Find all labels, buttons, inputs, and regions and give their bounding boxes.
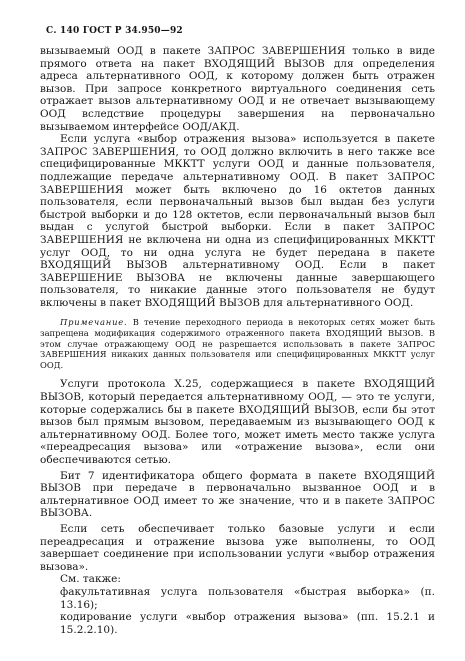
see-also-item: кодирование услуги «выбор отражения вызова» (пп. 15.2.1 и 15.2.2.10). (60, 611, 435, 636)
paragraph-bit7: Бит 7 идентификатора общего формата в пакете ВХОДЯЩИЙ ВЫЗОВ при передаче в первоначально вызванное ООД и в альтернативное ООД имеет то же значение, что и в пакете ЗАПРОС ВЫЗОВА. (40, 469, 435, 520)
page-header: С. 140 ГОСТ Р 34.950—92 (46, 26, 183, 36)
note-text: В течение переходного периода в некоторых сетях может быть запрещена модификация содержимого отраженного пакета ВХОДЯЩИЙ ВЫЗОВ. В этом случае отражающему ООД не разрешается использовать в пакете ЗАПРОС ЗАВЕРШЕНИЯ никаких данных пользователя или специфицированных МККТТ услуг ООД. (40, 317, 435, 370)
paragraph-selection-service: Если услуга «выбор отражения вызова» используется в пакете ЗАПРОС ЗАВЕРШЕНИЯ, то ООД должно включить в него также все специфицированные МККТТ услуги ООД и данные пользователя, подлежащие передаче альтернативному ООД. В пакет ЗАПРОС ЗАВЕРШЕНИЯ может быть включено до 16 октетов данных пользователя, если первоначальный вызов был выдан без услуги быстрой выборки и до 128 октетов, если первоначальный вызов был выдан с услугой быстрой выборки. Если в пакет ЗАПРОС ЗАВЕРШЕНИЯ не включена ни одна из специфицированных МККТТ услуг ООД, то ни одна услуга не будет передана в пакете ВХОДЯЩИЙ ВЫЗОВ альтернативному ООД. Если в пакет ЗАВЕРШЕНИЕ ВЫЗОВА не включены данные завершающего пользователя, то никакие данные этого пользователя не будут включены в пакет ВХОДЯЩИЙ ВЫЗОВ для альтернативного ООД. (40, 133, 435, 309)
note-label: Примечание. (60, 317, 128, 328)
see-also-item: факультативная услуга пользователя «быстрая выборка» (п. 13.16); (60, 585, 435, 611)
paragraph-x25-services: Услуги протокола X.25, содержащиеся в пакете ВХОДЯЩИЙ ВЫЗОВ, который передается альтернативному ООД, — это те услуги, которые содержались бы в пакете ВХОДЯЩИЙ ВЫЗОВ, если бы этот вызов был прямым вызовом, передаваемым из вызывающего ООД к альтернативному ООД. Более того, может иметь место также услуга «переадресация вызова» или «отражение вызова», если они обеспечиваются сетью. (40, 378, 435, 466)
note (40, 317, 435, 370)
paragraph-basic-services: Если сеть обеспечивает только базовые услуги и если переадресация и отражение вызова уже выполнены, то ООД завершает соединение при использовании услуги «выбор отражения вызова». (40, 522, 435, 573)
paragraph-continuation: вызываемый ООД в пакете ЗАПРОС ЗАВЕРШЕНИЯ только в виде прямого ответа на пакет ВХОДЯЩИЙ ВЫЗОВ для определения адреса альтернативного ООД, к которому должен быть отражен вызов. При запросе конкретного виртуального соединения сеть отражает вызов альтернативному ООД и не отвечает вызывающему ООД вследствие процедуры завершения на первоначально вызываемом интерфейсе ООД/АКД. (40, 45, 435, 133)
see-also-heading: См. также: (60, 573, 121, 586)
